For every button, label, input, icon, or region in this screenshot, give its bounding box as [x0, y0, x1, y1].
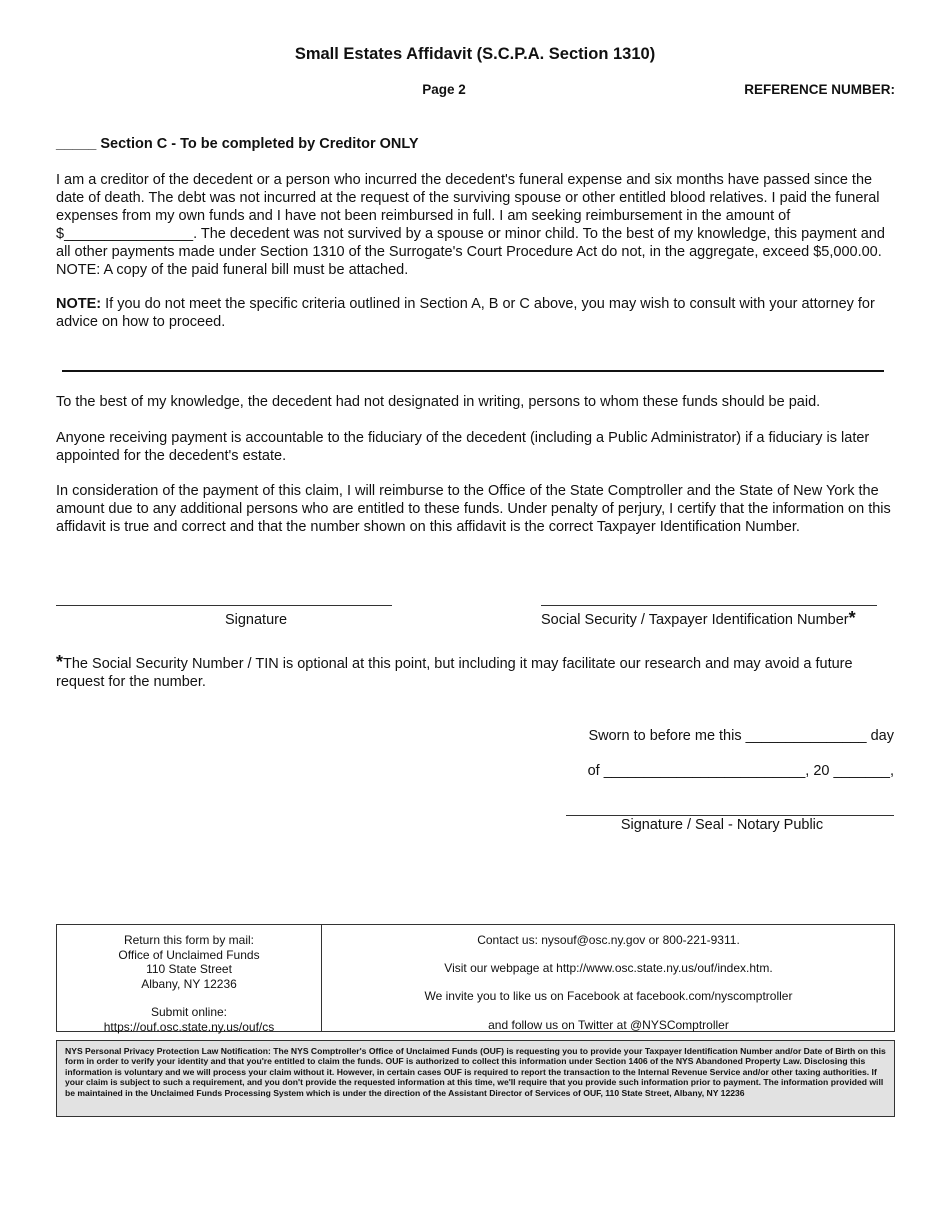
footer-contact-box	[56, 924, 895, 1032]
mail-street: 110 State Street	[146, 962, 232, 976]
reference-number-label: REFERENCE NUMBER:	[744, 82, 895, 97]
ssn-line[interactable]	[541, 605, 877, 606]
mail-heading: Return this form by mail:	[123, 933, 255, 947]
webpage-line[interactable]: Visit our webpage at http://www.osc.state.ny.us/ouf/index.htm.	[444, 961, 773, 975]
facebook-line[interactable]: We invite you to like us on Facebook at facebook.com/nyscomptroller	[424, 989, 793, 1003]
mail-instructions	[57, 925, 322, 1034]
statement-accountability: Anyone receiving payment is accountable to the fiduciary of the decedent (including a Public Administrator) if a fiduciary is later appointed for the decedent's estate.	[56, 430, 870, 464]
notary-date-line[interactable]: of _________________________, 20 _______,	[587, 763, 894, 779]
contact-info	[323, 925, 894, 1031]
notary-signature-line[interactable]	[566, 815, 894, 816]
ssn-note-asterisk: *	[56, 652, 64, 672]
section-c-heading	[56, 135, 896, 153]
page-number: Page 2	[422, 82, 466, 97]
notary-seal-label: Signature / Seal - Notary Public	[620, 817, 824, 833]
online-url-link[interactable]: https://ouf.osc.state.ny.us/ouf/cs	[103, 1019, 275, 1034]
section-divider	[62, 370, 884, 372]
notary-sworn-line[interactable]: Sworn to before me this _______________ day	[588, 728, 894, 744]
note-label: NOTE:	[56, 296, 102, 312]
online-heading: Submit online:	[150, 1005, 228, 1019]
signature-line[interactable]	[56, 605, 392, 606]
ssn-label: Social Security / Taxpayer Identification Number	[541, 612, 849, 628]
ssn-asterisk: *	[848, 608, 856, 628]
statement-designation: To the best of my knowledge, the decedent had not designated in writing, persons to whom these funds should be paid.	[56, 394, 821, 410]
page-title: Small Estates Affidavit (S.C.P.A. Section 1310)	[294, 45, 656, 63]
statement-reimbursement: In consideration of the payment of this claim, I will reimburse to the Office of the State Comptroller and the State of New York the amount due to any additional persons who are entitled to these funds. Under penalty of perjury, I certify that the information on this affidavit is true and correct and that the number shown on this affidavit is the correct Taxpayer Identification Number.	[56, 483, 891, 535]
section-c-checkbox-blank[interactable]: _____	[56, 136, 97, 152]
note-text: If you do not meet the specific criteria outlined in Section A, B or C above, you may wish to consult with your attorney for advice on how to proceed.	[56, 296, 875, 330]
twitter-line[interactable]: and follow us on Twitter at @NYSComptroller	[488, 1018, 729, 1032]
section-c-body: I am a creditor of the decedent or a person who incurred the decedent's funeral expense and six months have passed since the date of death. The debt was not incurred at the request of the surviving spouse or other entitled blood relatives. I paid the funeral expenses from my own funds and I have not been reimbursed in full. I am seeking reimbursement in the amount of $________________. The decedent was not survived by a spouse or minor child. To the best of my knowledge, this payment and all other payments made under Section 1310 of the Surrogate's Court Procedure Act do not, in the aggregate, exceed $5,000.00. NOTE: A copy of the paid funeral bill must be attached.	[56, 172, 885, 278]
mail-office: Office of Unclaimed Funds	[118, 947, 260, 962]
mail-city: Albany, NY 12236	[141, 976, 237, 991]
ssn-note-text: The Social Security Number / TIN is optional at this point, but including it may facilitate our research and may avoid a future request for the number.	[56, 656, 853, 690]
privacy-notice: NYS Personal Privacy Protection Law Notification: The NYS Comptroller's Office of Unclaimed Funds (OUF) is requesting you to provide your Taxpayer Identification Number and/or Date of Birth on this form in order to verify your identity and that you're entitled to claim the funds. OUF is authorized to collect this information under Section 1406 of the NYS Abandoned Property Law. Disclosing this information is voluntary and we will process your claim without it. However, in certain cases OUF is required to report the transaction to the Internal Revenue Service and/or other taxing authorities. If your claim is subject to such a requirement, and you don't provide the requested information at this time, we'll require that you provide such information prior to payment. The information provided will be maintained in the Unclaimed Funds Processing System which is under the direction of the Assistant Director of Services of OUF, 110 State Street, Albany, NY 12236	[56, 1040, 895, 1117]
note-paragraph	[56, 295, 896, 331]
signature-label: Signature	[224, 612, 288, 628]
section-c-heading-text: Section C - To be completed by Creditor ONLY	[100, 136, 419, 152]
contact-line[interactable]: Contact us: nysouf@osc.ny.gov or 800-221-9311.	[477, 933, 740, 947]
ssn-label-wrapper	[541, 608, 856, 628]
ssn-note	[56, 652, 896, 691]
